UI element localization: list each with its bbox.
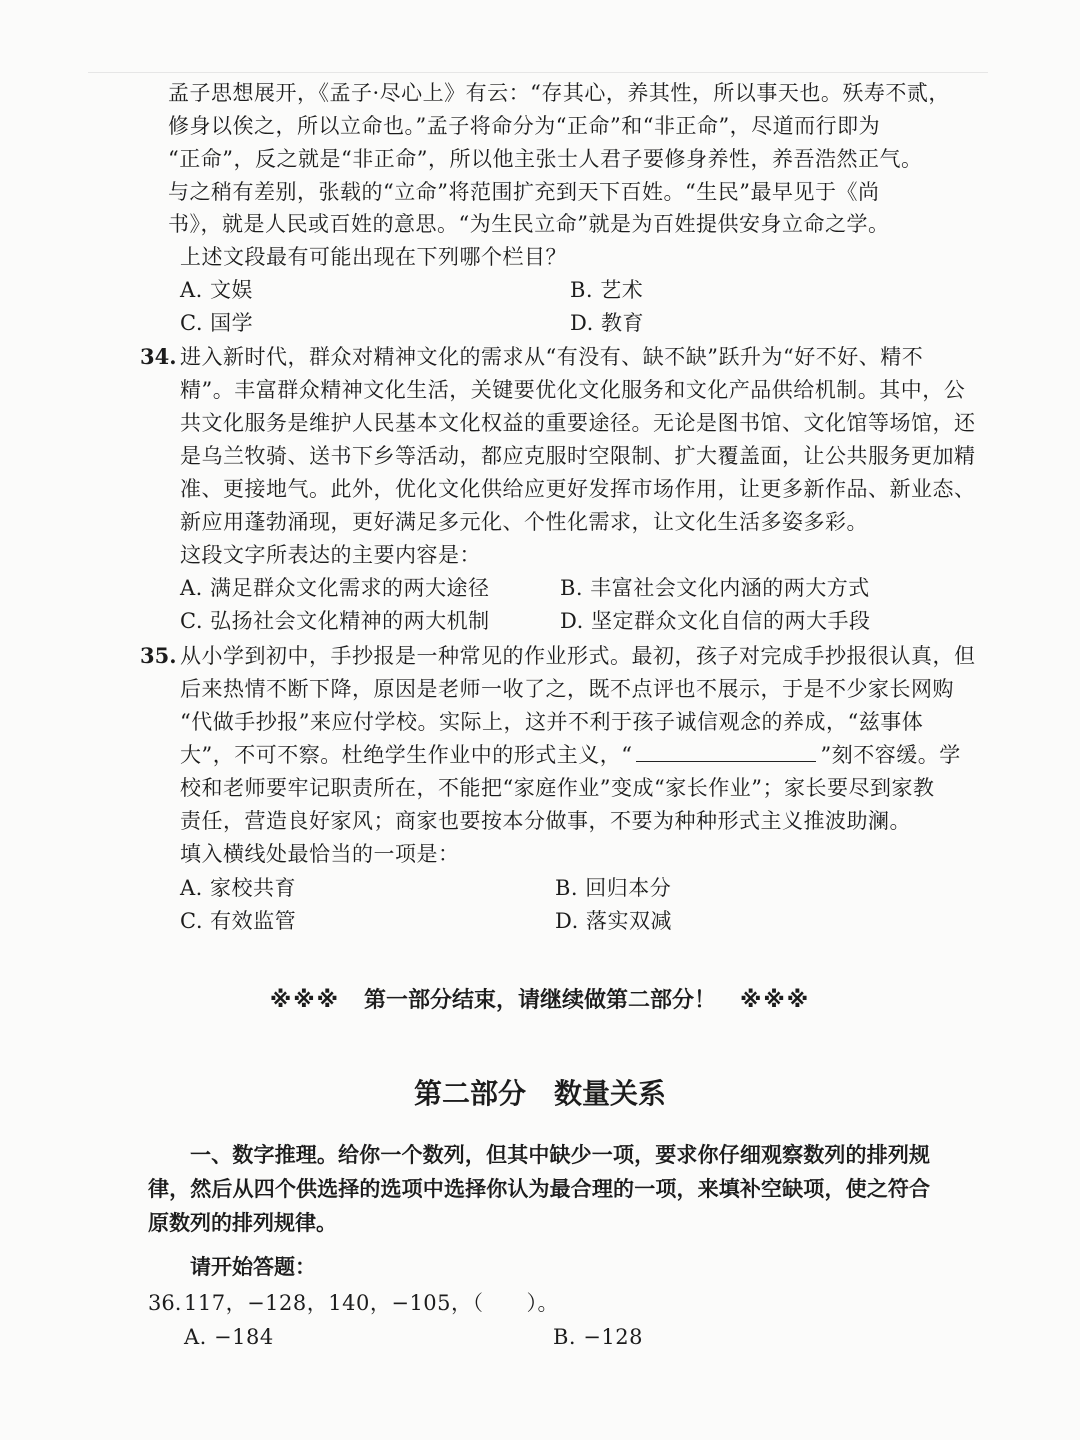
q34-option-a[interactable]: A. 满足群众文化需求的两大途径 xyxy=(180,576,490,600)
q35-line-2: 后来热情不断下降，原因是老师一收了之，既不点评也不展示，于是不少家长网购 xyxy=(180,677,954,701)
part-one-end-banner xyxy=(0,986,1080,1016)
part-one-end-text: 第一部分结束，请继续做第二部分！ xyxy=(363,988,716,1013)
q36-option-a[interactable]: A. −184 xyxy=(184,1325,274,1349)
start-answering-label: 请开始答题： xyxy=(190,1255,316,1279)
q35-option-a[interactable]: A. 家校共育 xyxy=(180,876,297,900)
q36-sequence: 117，−128，140，−105，（ ）。 xyxy=(184,1291,560,1315)
q35-option-d[interactable]: D. 落实双减 xyxy=(555,909,672,933)
q34-option-b[interactable]: B. 丰富社会文化内涵的两大方式 xyxy=(560,576,870,600)
q34-number: 34. xyxy=(140,344,177,369)
q35-option-b[interactable]: B. 回归本分 xyxy=(555,876,672,900)
answer-blank xyxy=(636,741,816,762)
q35-line-4-after-blank: ”刻不容缓。学 xyxy=(820,743,961,767)
q35-line-1: 从小学到初中，手抄报是一种常见的作业形式。最初，孩子对完成手抄报很认真，但 xyxy=(180,644,976,668)
q34-option-c[interactable]: C. 弘扬社会文化精神的两大机制 xyxy=(180,609,490,633)
q33-line-3: “正命”，反之就是“非正命”，所以他主张士人君子要修身养性，养吾浩然正气。 xyxy=(168,147,923,171)
q35-question: 填入横线处最恰当的一项是： xyxy=(180,842,460,866)
q33-option-b[interactable]: B. 艺术 xyxy=(570,278,644,302)
top-divider xyxy=(88,72,988,73)
reference-marks-left: ※※※ xyxy=(269,988,340,1013)
q33-line-4: 与之稍有差别，张载的“立命”将范围扩充到天下百姓。“生民”最早见于《尚 xyxy=(168,180,880,204)
q35-line-4 xyxy=(180,740,961,770)
q33-question: 上述文段最有可能出现在下列哪个栏目？ xyxy=(180,245,567,269)
q34-line-2: 精”。丰富群众精神文化生活，关键要优化文化服务和文化产品供给机制。其中，公 xyxy=(180,378,966,402)
section-title: 第二部分 数量关系 xyxy=(413,1077,666,1110)
q34-line-3: 共文化服务是维护人民基本文化权益的重要途径。无论是图书馆、文化馆等场馆，还 xyxy=(180,411,976,435)
q33-option-a[interactable]: A. 文娱 xyxy=(180,278,254,302)
q35-line-4-before-blank: 大”，不可不察。杜绝学生作业中的形式主义，“ xyxy=(180,743,633,767)
q34-option-d[interactable]: D. 坚定群众文化自信的两大手段 xyxy=(560,609,871,633)
q34-question: 这段文字所表达的主要内容是： xyxy=(180,543,481,567)
section-instructions: 一、数字推理。给你一个数列，但其中缺少一项，要求你仔细观察数列的排列规律，然后从四个供选择的选项中选择你认为最合理的一项，来填补空缺项，使之符合原数列的排列规律。 xyxy=(148,1143,930,1235)
q34-line-6: 新应用蓬勃涌现，更好满足多元化、个性化需求，让文化生活多姿多彩。 xyxy=(180,510,868,534)
q34-line-4: 是乌兰牧骑、送书下乡等活动，都应克服时空限制、扩大覆盖面，让公共服务更加精 xyxy=(180,444,976,468)
q34-line-5: 准、更接地气。此外，优化文化供给应更好发挥市场作用，让更多新作品、新业态、 xyxy=(180,477,976,501)
q34-line-1: 进入新时代，群众对精神文化的需求从“有没有、缺不缺”跃升为“好不好、精不 xyxy=(180,345,924,369)
q33-option-d[interactable]: D. 教育 xyxy=(570,311,644,335)
q33-line-5: 书》，就是人民或百姓的意思。“为生民立命”就是为百姓提供安身立命之学。 xyxy=(168,212,890,236)
q35-line-5: 校和老师要牢记职责所在，不能把“家庭作业”变成“家长作业”；家长要尽到家教 xyxy=(180,776,935,800)
q33-line-1: 孟子思想展开，《孟子·尽心上》有云：“存其心，养其性，所以事天也。殀寿不贰， xyxy=(168,81,950,105)
q35-number: 35. xyxy=(140,643,177,668)
reference-marks-right: ※※※ xyxy=(740,988,811,1013)
q33-line-2: 修身以俟之，所以立命也。”孟子将命分为“正命”和“非正命”，尽道而行即为 xyxy=(168,114,881,138)
q36-number: 36. xyxy=(148,1291,182,1315)
q35-line-6: 责任，营造良好家风；商家也要按本分做事，不要为种种形式主义推波助澜。 xyxy=(180,809,911,833)
q36-option-b[interactable]: B. −128 xyxy=(553,1325,643,1349)
q35-option-c[interactable]: C. 有效监管 xyxy=(180,909,297,933)
q35-line-3: “代做手抄报”来应付学校。实际上，这并不利于孩子诚信观念的养成，“兹事体 xyxy=(180,710,924,734)
q33-option-c[interactable]: C. 国学 xyxy=(180,311,254,335)
